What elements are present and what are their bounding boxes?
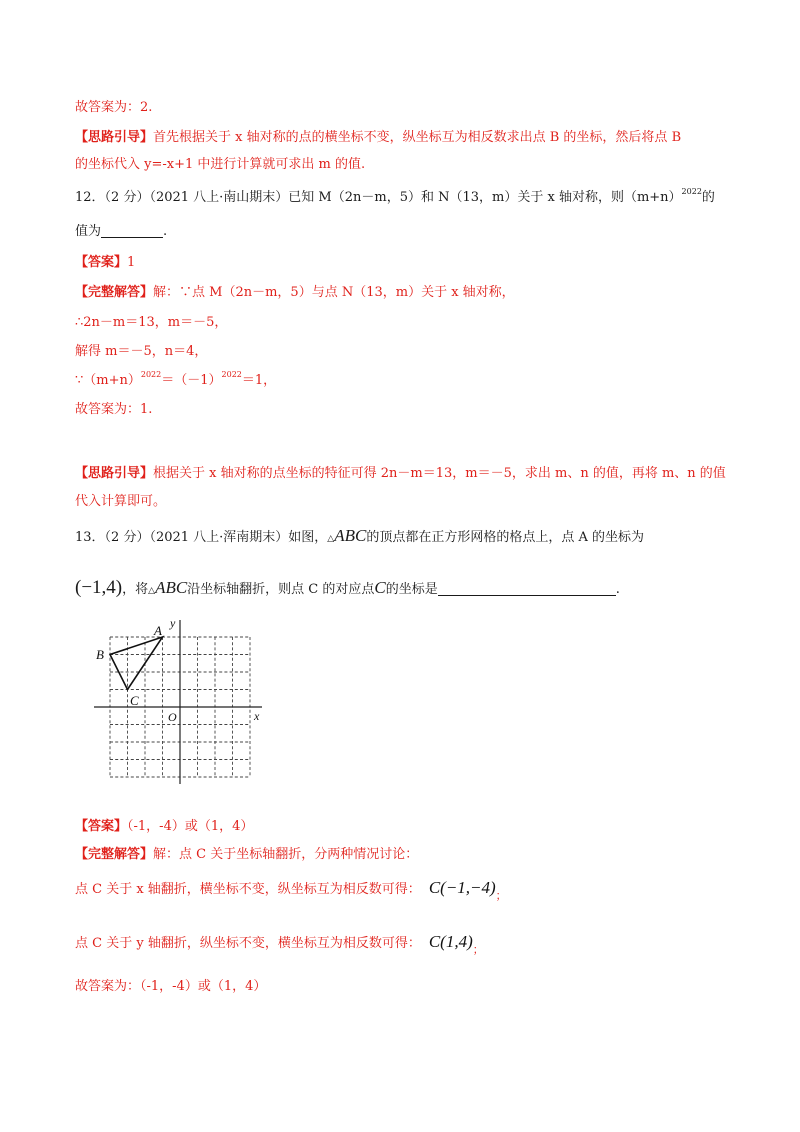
answer-tag: 【答案】 <box>75 819 128 834</box>
solution-case-1 <box>75 874 507 910</box>
semicolon: ； <box>472 943 484 956</box>
solution-step-1: ∴2n－m＝13，m＝－5， <box>75 315 228 330</box>
text-part: 的坐标是 <box>385 582 438 597</box>
case-result: C(1,4) <box>428 932 473 951</box>
case-result: C(−1,−4) <box>428 878 496 897</box>
hint-tag: 【思路引导】 <box>75 466 154 481</box>
question-12 <box>75 188 715 208</box>
hint-q11-cont: 的坐标代入 y=-x+1 中进行计算就可求出 m 的值. <box>75 157 366 172</box>
triangle-name: ABC <box>155 578 188 597</box>
case-text: 点 C 关于 y 轴翻折，纵坐标不变，横坐标互为相反数可得： <box>75 936 421 951</box>
point-c-symbol: C <box>374 578 386 597</box>
answer-blank <box>101 223 163 238</box>
coordinate-grid-figure <box>90 614 290 788</box>
answer-tag: 【答案】 <box>75 255 128 270</box>
step-part: ∵（m+n） <box>75 373 141 388</box>
solution-final-q13: 故答案为：（-1，-4）或（1，4） <box>75 979 267 994</box>
triangle-symbol: △ <box>148 586 156 596</box>
question-13 <box>75 526 644 549</box>
hint-tag: 【思路引导】 <box>75 130 154 145</box>
step-part: ＝（－1） <box>161 373 222 388</box>
hint-text: 根据关于 x 轴对称的点坐标的特征可得 2n－m＝13，m＝－5，求出 m、n 的值，再将 m、n 的值 <box>153 466 726 481</box>
answer-value: （-1，-4）或（1，4） <box>127 819 254 834</box>
triangle-symbol: △ <box>327 534 335 544</box>
solution-q12 <box>75 283 515 303</box>
solution-final: 故答案为：1. <box>75 402 153 417</box>
solution-tag: 【完整解答】 <box>75 847 154 862</box>
solution-step-2: 解得 m＝－5，n＝4， <box>75 344 208 359</box>
solution-step-3 <box>75 371 276 391</box>
label-c: C <box>130 693 139 708</box>
question-12-text: 12．（2 分）（2021 八上·南山期末）已知 M（2n－m，5）和 N（13，m）关于 x 轴对称，则（m+n） <box>75 190 682 205</box>
triangle-name: ABC <box>334 526 367 545</box>
solution-q13 <box>75 845 418 865</box>
question-13-tail: 的顶点都在正方形网格的格点上，点 A 的坐标为 <box>366 530 644 545</box>
label-origin: O <box>168 710 177 724</box>
text-part: ，将 <box>122 582 149 597</box>
question-12-line2 <box>75 222 167 242</box>
label-x-axis: x <box>254 709 260 723</box>
question-12-tail: 的 <box>701 190 715 205</box>
case-text: 点 C 关于 x 轴翻折，横坐标不变，纵坐标互为相反数可得： <box>75 882 421 897</box>
step-part: ＝1， <box>241 373 277 388</box>
exponent: 2022 <box>681 187 702 196</box>
exponent: 2022 <box>221 370 242 379</box>
label-y-axis: y <box>170 616 176 630</box>
solution-text: 解：∵点 M（2n－m，5）与点 N（13，m）关于 x 轴对称， <box>153 285 515 300</box>
solution-text: 解：点 C 关于坐标轴翻折，分两种情况讨论： <box>153 847 419 862</box>
point-a-coordinate: (−1,4) <box>75 577 123 598</box>
semicolon: ； <box>495 889 507 902</box>
triangle-abc <box>110 637 163 690</box>
answer-q13 <box>75 817 253 837</box>
question-12-prompt: 值为 <box>75 224 102 239</box>
question-13-text: 13．（2 分）（2021 八上·浑南期末）如图， <box>75 530 328 545</box>
label-b: B <box>96 647 104 662</box>
period: . <box>615 582 620 597</box>
solution-case-2 <box>75 928 484 964</box>
hint-q12-cont: 代入计算即可。 <box>75 494 167 509</box>
label-a: A <box>154 623 162 638</box>
answer-line-q11: 故答案为：2. <box>75 100 153 115</box>
solution-tag: 【完整解答】 <box>75 285 154 300</box>
answer-q12 <box>75 253 135 273</box>
hint-text: 首先根据关于 x 轴对称的点的横坐标不变，纵坐标互为相反数求出点 B 的坐标，然后将点 B <box>153 130 682 145</box>
question-13-line2 <box>75 575 620 604</box>
answer-blank <box>438 581 616 596</box>
text-part: 沿坐标轴翻折，则点 C 的对应点 <box>187 582 375 597</box>
answer-value: 1 <box>127 255 136 270</box>
hint-q12 <box>75 464 726 484</box>
period: . <box>163 224 168 239</box>
exponent: 2022 <box>140 370 162 379</box>
grid-svg <box>90 614 290 784</box>
hint-q11 <box>75 128 681 148</box>
